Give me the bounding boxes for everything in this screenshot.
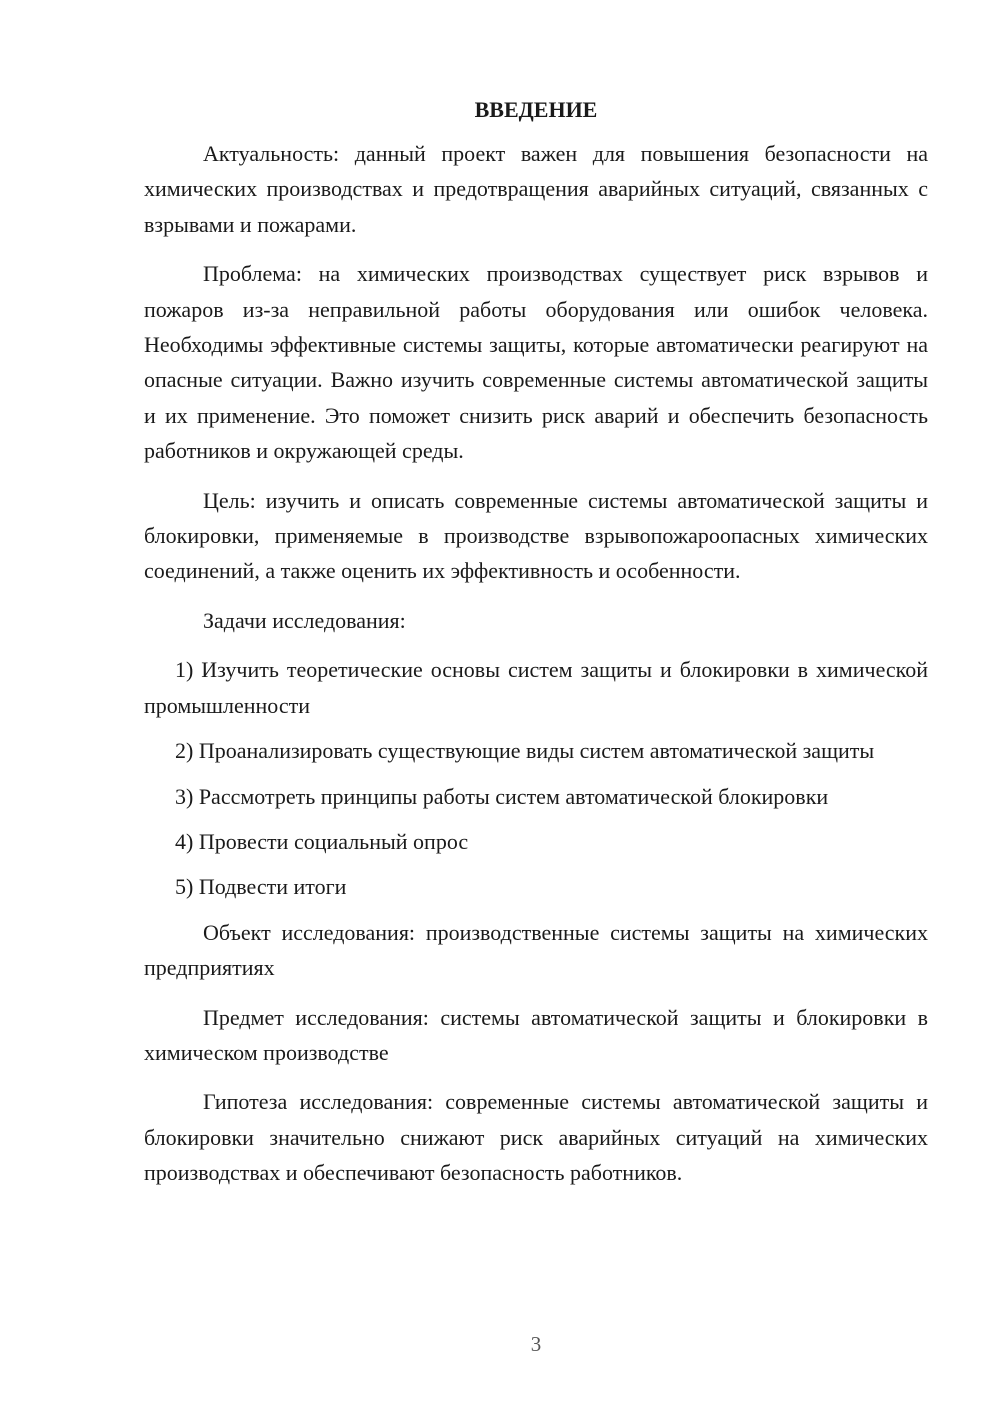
problem-paragraph: Проблема: на химических производствах существует риск взрывов и пожаров из-за неправильной работы оборудования или ошибок человека. Необходимы эффективные системы защиты, которые автоматически реагируют на опасные ситуации. Важно изучить современные системы автоматической защиты и их применение. Это поможет снизить риск аварий и обеспечить безопасность работников и окружающей среды. <box>144 261 928 464</box>
hypothesis-paragraph: Гипотеза исследования: современные системы автоматической защиты и блокировки значительно снижают риск аварийных ситуаций на химических производствах и обеспечивают безопасность работников. <box>144 1089 928 1186</box>
page-title: ВВЕДЕНИЕ <box>474 97 598 122</box>
page-number: 3 <box>530 1332 542 1356</box>
relevance-paragraph: Актуальность: данный проект важен для повышения безопасности на химических производствах и предотвращения аварийных ситуаций, связанных с взрывами и пожарами. <box>144 141 928 237</box>
task-item-5: 5) Подвести итоги <box>175 874 347 900</box>
subject-paragraph: Предмет исследования: системы автоматической защиты и блокировки в химическом производстве <box>144 1004 928 1065</box>
task-item-4: 4) Провести социальный опрос <box>175 828 469 854</box>
task-item-1: 1) Изучить теоретические основы систем защиты и блокировки в химической промышленности <box>144 657 928 718</box>
task-item-2: 2) Проанализировать существующие виды систем автоматической защиты <box>175 738 875 764</box>
page-content <box>144 92 928 1205</box>
task-item-3: 3) Рассмотреть принципы работы систем автоматической блокировки <box>175 783 829 809</box>
tasks-list <box>144 652 928 904</box>
object-paragraph: Объект исследования: производственные системы защиты на химических предприятиях <box>144 919 928 981</box>
tasks-heading: Задачи исследования: <box>203 607 406 633</box>
goal-paragraph: Цель: изучить и описать современные системы автоматической защиты и блокировки, применяемые в производстве взрывопожароопасных химических соединений, а также оценить их эффективность и особенности. <box>144 487 928 584</box>
